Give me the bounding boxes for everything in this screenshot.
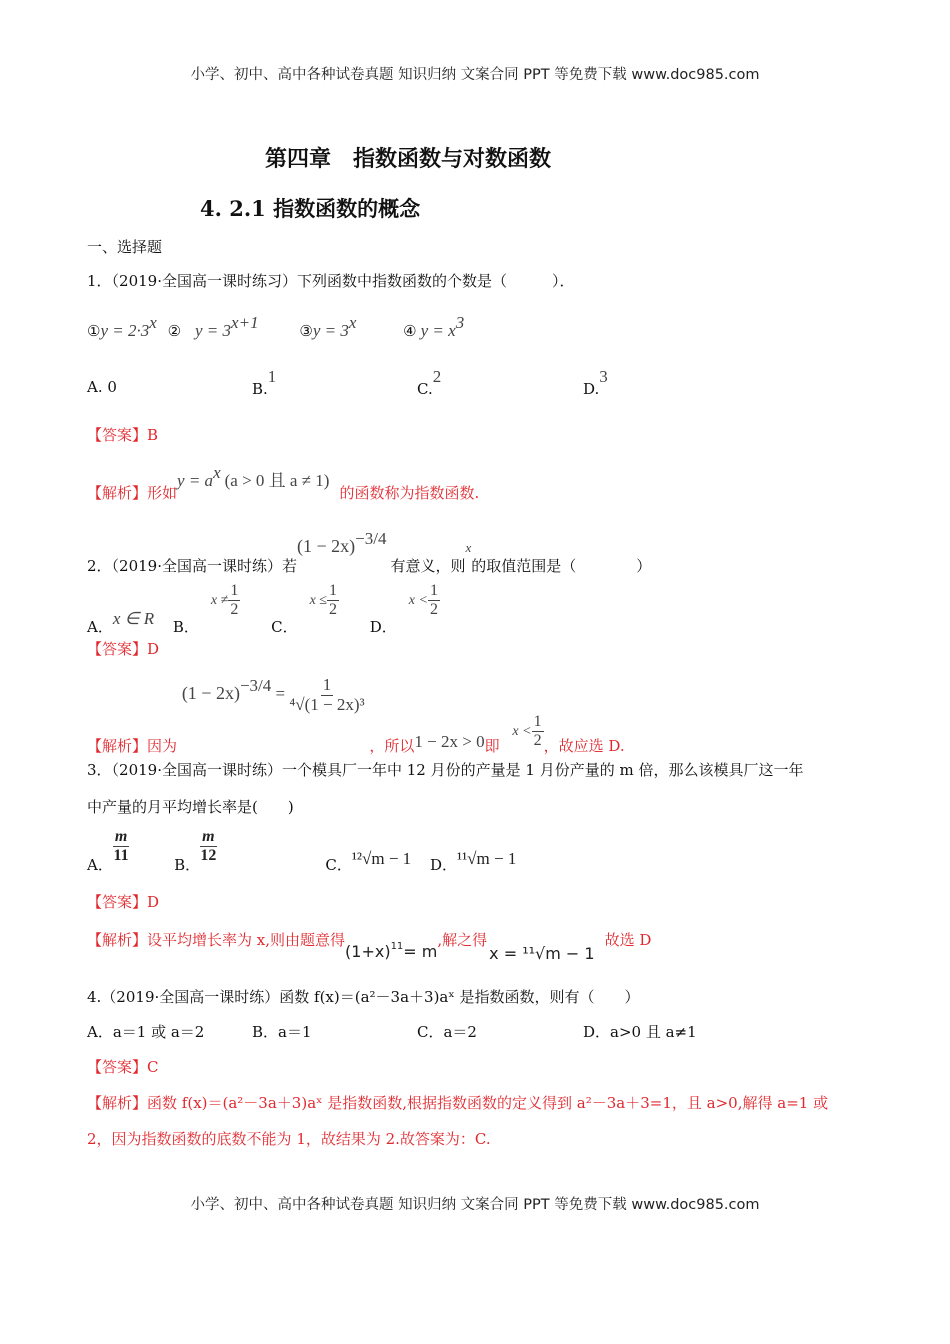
q3-analysis: 【解析】设平均增长率为 x,则由题意得$(1+x)^{11}= m$,解之得x = ¹¹√m − 1故选 D <box>87 931 652 963</box>
q2-answer: 【答案】D <box>87 640 160 658</box>
q4-choice-a: A．a＝1 或 a＝2 <box>87 1023 205 1041</box>
q1-choice-b: B.1 <box>252 367 277 398</box>
q2-stem: 2．（2019·全国高一课时练）若$(1 - 2x)^{-3/4}$有意义，则x的取值范围是（ ） <box>87 529 652 575</box>
q1-choice-c: C.2 <box>417 367 442 398</box>
q4-analysis-line2: 2，因为指数函数的底数不能为 1，故结果为 2.故答案为：C. <box>87 1130 491 1148</box>
q4-choice-d: D．a>0 且 a≠1 <box>583 1023 697 1041</box>
q4-choice-b: B．a＝1 <box>252 1023 312 1041</box>
q4-answer: 【答案】C <box>87 1058 159 1076</box>
q4-analysis-line1: 【解析】函数 f(x)＝(a²－3a＋3)aˣ 是指数函数,根据指数函数的定义得到 a²－3a＋3=1，且 a>0,解得 a=1 或 <box>87 1094 829 1112</box>
q1-choice-d: D.3 <box>583 367 608 398</box>
q1-analysis: 【解析】形如$y = a^x$ (a > 0 且 a ≠ 1)的函数称为指数函数. <box>87 463 480 502</box>
section-title: 4. 2.1 指数函数的概念 <box>200 196 421 221</box>
q3-choices: A． $\frac{m}{11}$ B． $\frac{m}{12}$ C．¹²√m − 1 D．¹¹√m − 1 <box>87 828 517 875</box>
q1-answer: 【答案】B <box>87 426 159 444</box>
q4-stem: 4.（2019·全国高一课时练）函数 f(x)＝(a²－3a＋3)aˣ 是指数函数，则有（ ） <box>87 988 640 1006</box>
chapter-title: 第四章 指数函数与对数函数 <box>265 146 552 172</box>
q3-answer: 【答案】D <box>87 893 160 911</box>
q2-analysis: 【解析】因为 $(1 - 2x)^{-3/4}$ = $\frac{1}{\text{⁴√(1 − 2x)³}}$ ，所以1 − 2x > 0即 x < $\frac{1}{2}$ ，故应选 D. <box>87 675 625 756</box>
func-num: ① <box>87 322 101 340</box>
q1-choice-a: A. 0 <box>87 378 117 396</box>
q1-functions: ①y = $2\cdot 3^x$ ② $y = 3^{x+1}$ ③y = $3^x$ ④ $y = x^3$ <box>87 313 465 340</box>
page-header: 小学、初中、高中各种试卷真题 知识归纳 文案合同 PPT 等免费下载 www.doc985.com <box>190 67 760 83</box>
q1-stem: 1．（2019·全国高一课时练习）下列函数中指数函数的个数是（ ）． <box>87 272 575 290</box>
q3-stem-line2: 中产量的月平均增长率是( ) <box>87 798 294 816</box>
q4-choice-c: C．a＝2 <box>417 1023 477 1041</box>
part-heading: 一、选择题 <box>87 238 163 256</box>
q2-choices: A．x ∈ R B．x ≠ $\frac{1}{2}$ C．x ≤ $\frac{1}{2}$ D．x < $\frac{1}{2}$ <box>87 582 438 637</box>
q3-stem-line1: 3．（2019·全国高一课时练）一个模具厂一年中 12 月份的产量是 1 月份产量的 m 倍，那么该模具厂这一年 <box>87 761 804 779</box>
page-footer: 小学、初中、高中各种试卷真题 知识归纳 文案合同 PPT 等免费下载 www.doc985.com <box>190 1197 760 1213</box>
